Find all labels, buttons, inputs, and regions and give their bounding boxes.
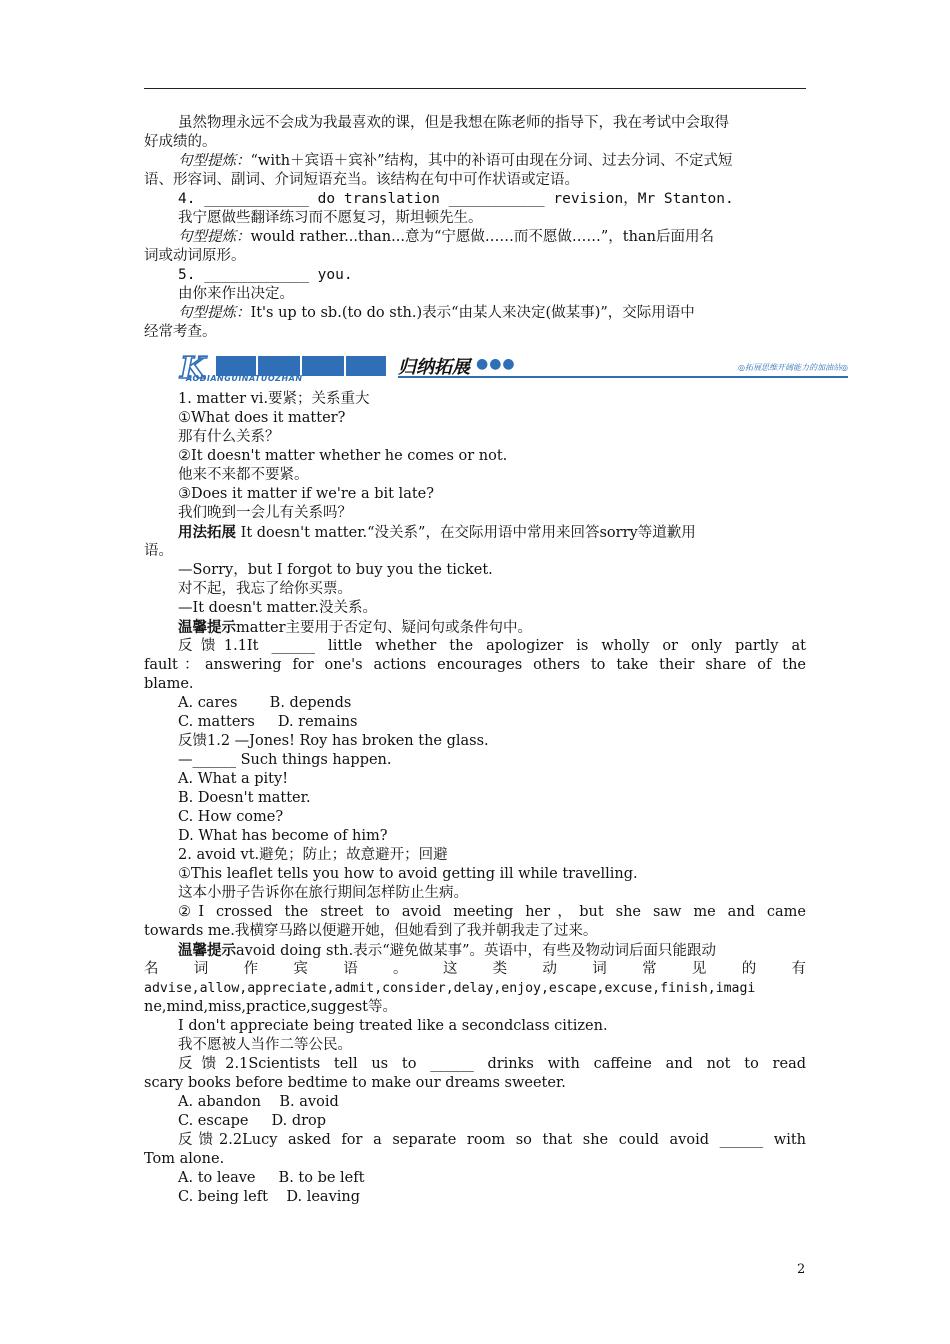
question-5: 5. ____________ you.: [178, 267, 353, 283]
feedback-2-2-options-ab: A. to leave B. to be left: [178, 1170, 365, 1186]
warm-tip-label: 温馨提示: [178, 942, 236, 959]
matter-example-3-cn: 我们晚到一会儿有关系吗？: [178, 505, 352, 521]
matter-example-1-cn: 那有什么关系？: [178, 429, 280, 445]
matter-heading: 1. matter vi.要紧；关系重大: [178, 391, 370, 407]
pattern-tip-3: [178, 304, 806, 323]
banner-subtitle: AODIANGUINATUOZHAN: [186, 374, 303, 383]
question-4: 4. ____________ do translation ___________ revision，Mr Stanton.: [178, 191, 734, 207]
pattern-tip-label: 句型提炼：: [178, 229, 251, 245]
feedback-1-2-option-a: A. What a pity!: [178, 771, 289, 787]
feedback-1-1-options-ab: A. cares B. depends: [178, 695, 352, 711]
sentence-cn: 虽然物理永远不会成为我最喜欢的课，但是我想在陈老师的指导下，我在考试中会取得: [178, 115, 729, 131]
pattern-tip-text: It's up to sb.(to do sth.)表示“由某人来决定(做某事)”，交际用语中: [250, 305, 695, 321]
warm-tip-text: matter主要用于否定句、疑问句或条件句中。: [236, 620, 533, 636]
pattern-tip-1: [178, 152, 806, 171]
question-5-cn: 由你来作出决定。: [178, 286, 294, 302]
verb-list-cont: ne,mind,miss,practice,suggest等。: [144, 999, 397, 1015]
dialogue-line-2: —It doesn't matter.没关系。: [178, 600, 378, 616]
verb-list: advise,allow,appreciate,admit,consider,delay,enjoy,escape,excuse,finish,imagi: [144, 981, 756, 996]
warm-tip-label: 温馨提示: [178, 619, 236, 636]
pattern-tip-3-cont: 经常考查。: [144, 324, 217, 340]
avoid-heading: 2. avoid vt.避免；防止；故意避开；回避: [178, 847, 448, 863]
warm-tip-text: avoid doing sth.表示“避免做某事”。英语中，有些及物动词后面只能跟动: [236, 943, 717, 959]
feedback-1-2-option-c: C. How come?: [178, 809, 284, 825]
avoid-example-2-cont: towards me.我横穿马路以便避开她，但她看到了我并朝我走了过来。: [144, 923, 598, 939]
pattern-tip-label: 句型提炼：: [178, 153, 251, 169]
feedback-1-1-end: blame.: [144, 676, 194, 692]
usage-expansion: [178, 523, 806, 542]
banner-underline: [398, 376, 848, 378]
pattern-tip-2-cont: 词或动词原形。: [144, 248, 246, 264]
avoid-example-1: ①This leaflet tells you how to avoid getting ill while travelling.: [178, 866, 638, 882]
avoid-example-1-cn: 这本小册子告诉你在旅行期间怎样防止生病。: [178, 885, 468, 901]
pattern-tip-label: 句型提炼：: [178, 305, 251, 321]
feedback-2-2: 反馈2.2Lucy asked for a separate room so that she could avoid ______ with: [178, 1132, 806, 1148]
sentence-cn-cont: 好成绩的。: [144, 134, 217, 150]
matter-example-2: ②It doesn't matter whether he comes or not.: [178, 448, 508, 464]
matter-example-2-cn: 他来不来都不要紧。: [178, 467, 309, 483]
dialogue-line-1: —Sorry，but I forgot to buy you the ticket.: [178, 562, 493, 578]
warm-tip-avoid: [178, 941, 806, 960]
feedback-2-1: 反馈2.1Scientists tell us to ______ drinks with caffeine and not to read: [178, 1056, 806, 1072]
banner-slogan: ◎拓展思维开阔能力的加油站◎: [738, 363, 848, 372]
avoid-example-3-cn: 我不愿被人当作二等公民。: [178, 1037, 352, 1053]
feedback-1-1-cont: fault：answering for one's actions encourages others to take their share of the: [144, 657, 806, 673]
avoid-example-3: I don't appreciate being treated like a secondclass citizen.: [178, 1018, 608, 1034]
question-4-cn: 我宁愿做些翻译练习而不愿复习，斯坦顿先生。: [178, 210, 483, 226]
pattern-tip-1-cont: 语、形容词、副词、介词短语充当。该结构在句中可作状语或定语。: [144, 172, 579, 188]
section-banner: [176, 352, 848, 384]
feedback-1-2-option-d: D. What has become of him?: [178, 828, 388, 844]
feedback-2-1-cont: scary books before bedtime to make our dreams sweeter.: [144, 1075, 566, 1091]
warm-tip-matter: [178, 618, 806, 637]
pattern-tip-text: would rather...than...意为“宁愿做……而不愿做……”，than后面用名: [250, 229, 714, 245]
feedback-2-1-options-cd: C. escape D. drop: [178, 1113, 327, 1129]
dialogue-line-1-cn: 对不起，我忘了给你买票。: [178, 581, 352, 597]
matter-example-3: ③Does it matter if we're a bit late?: [178, 486, 435, 502]
page-number: 2: [797, 1262, 806, 1277]
banner-dots: ●●●: [476, 356, 516, 372]
banner-title: 归纳拓展: [398, 357, 470, 378]
feedback-1-2-blank: —______ Such things happen.: [178, 752, 392, 768]
header-rule: [144, 88, 806, 89]
usage-expansion-cont: 语。: [144, 543, 173, 559]
feedback-1-1-options-cd: C. matters D. remains: [178, 714, 358, 730]
feedback-1-1: 反馈1.1It ______ little whether the apologizer is wholly or only partly at: [178, 638, 806, 654]
feedback-1-2: 反馈1.2 —Jones! Roy has broken the glass.: [178, 733, 489, 749]
usage-label: 用法拓展: [178, 524, 236, 541]
matter-example-1: ①What does it matter?: [178, 410, 346, 426]
feedback-2-2-cont: Tom alone.: [144, 1151, 225, 1167]
warm-tip-avoid-cont: 名 词 作 宾 语 。 这 类 动 词 常 见 的 有: [144, 961, 806, 977]
usage-text: It doesn't matter.“没关系”，在交际用语中常用来回答sorry等道歉用: [236, 525, 696, 541]
k-letter: K: [180, 352, 207, 382]
avoid-example-2: ②I crossed the street to avoid meeting her，but she saw me and came: [178, 904, 806, 920]
banner-bar: [216, 356, 386, 376]
pattern-tip-text: “with＋宾语＋宾补”结构，其中的补语可由现在分词、过去分词、不定式短: [250, 153, 733, 169]
pattern-tip-2: [178, 228, 806, 247]
feedback-2-1-options-ab: A. abandon B. avoid: [178, 1094, 339, 1110]
feedback-1-2-option-b: B. Doesn't matter.: [178, 790, 311, 806]
feedback-2-2-options-cd: C. being left D. leaving: [178, 1189, 361, 1205]
